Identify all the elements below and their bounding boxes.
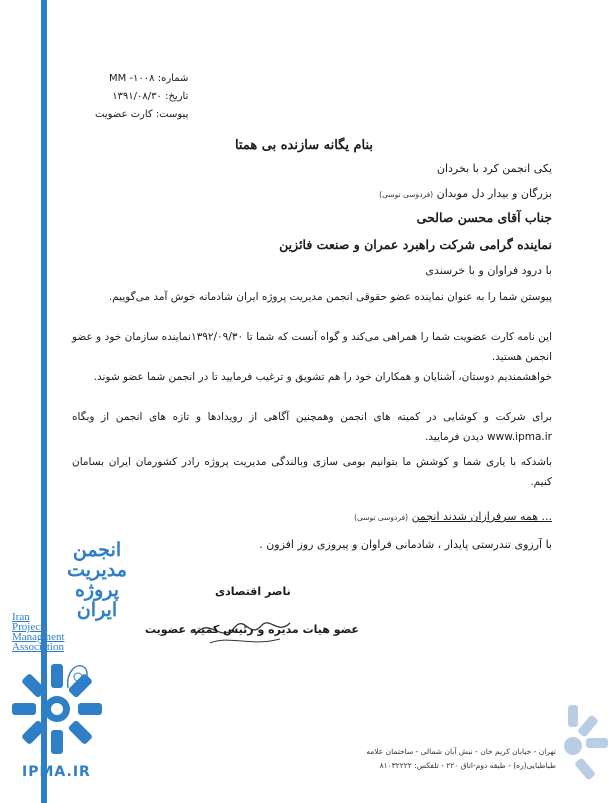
logo-en-line4: Association [12,641,64,653]
letter-heading: بنام یگانه سازنده بی همتا [234,138,374,153]
footer-line-1: تهران - خیابان کریم خان - نبش آبان شمالی - ساختمان علامه [366,747,556,756]
footer-line-2: طباطبایی(ره) - طبقه دوم-اتاق ۲۲۰ - تلفکس: ۸۱۰۳۲۲۲۲ [379,761,556,770]
paragraph-2: این نامه کارت عضویت شما را همراهی می‌کند و گواه آنست که شما تا ۱۳۹۲/۰۹/۳۰نماینده سازمان خود و عضو انجمن هستید. [72,331,552,363]
greeting: با درود فراوان و با خرسندی [425,264,552,277]
poem-source: (فردوسی توسی) [379,190,434,199]
signer-name: ناصر اقتصادی [215,585,291,598]
footer-address [356,745,556,773]
poem-line-1-text: یکی انجمن کرد با بخردان [436,162,552,175]
paragraph-4: برای شرکت و کوشایی در کمیته های انجمن وهمچنین آگاهی از رویدادها و تازه های انجمن از وبگاه www.ipma.ir دیدن فرمایید. [72,411,552,443]
poem-line-2-text: بزرگان و بیدار دل موبدان [436,187,552,200]
ipma-site: IPMA.IR [22,764,91,780]
recipient-title: نماینده گرامی شرکت راهبرد عمران و صنعت فائزین [279,237,552,252]
logo-en-line3: Managment [12,631,65,643]
letter-number: شماره: ۱۰۰۸- MM [108,73,189,84]
paragraph-5: باشدکه با یاری شما و کوشش ما بتوانیم بومی سازی وبالندگی مدیریت پروژه رادر کشورمان ایران بسامان کنیم. [72,456,552,488]
logo-fa-line4: ایران [76,599,118,621]
logo-fa-line1: انجمن [72,539,122,561]
closing-quote: ... همه سرفرازان شدند انجمن [411,510,552,523]
closing-source: (فردوسی توسی) [354,513,409,522]
signer-title: عضو هیات مدیره و رئیس کمیته عضویت [145,623,359,636]
logo-fa [55,540,139,620]
logo-en [12,612,98,652]
anniversary-mark-icon [64,660,92,694]
logo-fa-line3: پروژه [74,579,120,601]
logo-en-line2: Project [12,621,44,633]
recipient-name: جناب آقای محسن صالحی [416,210,552,225]
closing-quote-line [354,510,552,523]
paragraph-3: خواهشمندیم دوستان، آشنایان و همکاران خود را هم تشویق و ترغیب فرمایید تا در انجمن شما عضو شوند. [93,371,552,383]
paragraph-1: پیوستن شما را به عنوان نماینده عضو حقوقی انجمن مدیریت پروژه ایران شادمانه خوش آمد می‌گوییم. [108,291,552,303]
letter-attachment: پیوست: کارت عضویت [95,109,189,120]
letter-meta [95,70,188,124]
letter-date: تاریخ: ۱۳۹۱/۰۸/۳۰ [112,91,189,102]
logo-en-line1: Iran [12,611,30,623]
logo-fa-line2: مدیریت [67,559,127,581]
poem-line-2 [379,187,552,200]
closing-wish: با آرزوی تندرستی پایدار ، شادمانی فراوان و پیروزی روز افزون . [259,538,552,551]
poem-line-1 [437,162,552,175]
